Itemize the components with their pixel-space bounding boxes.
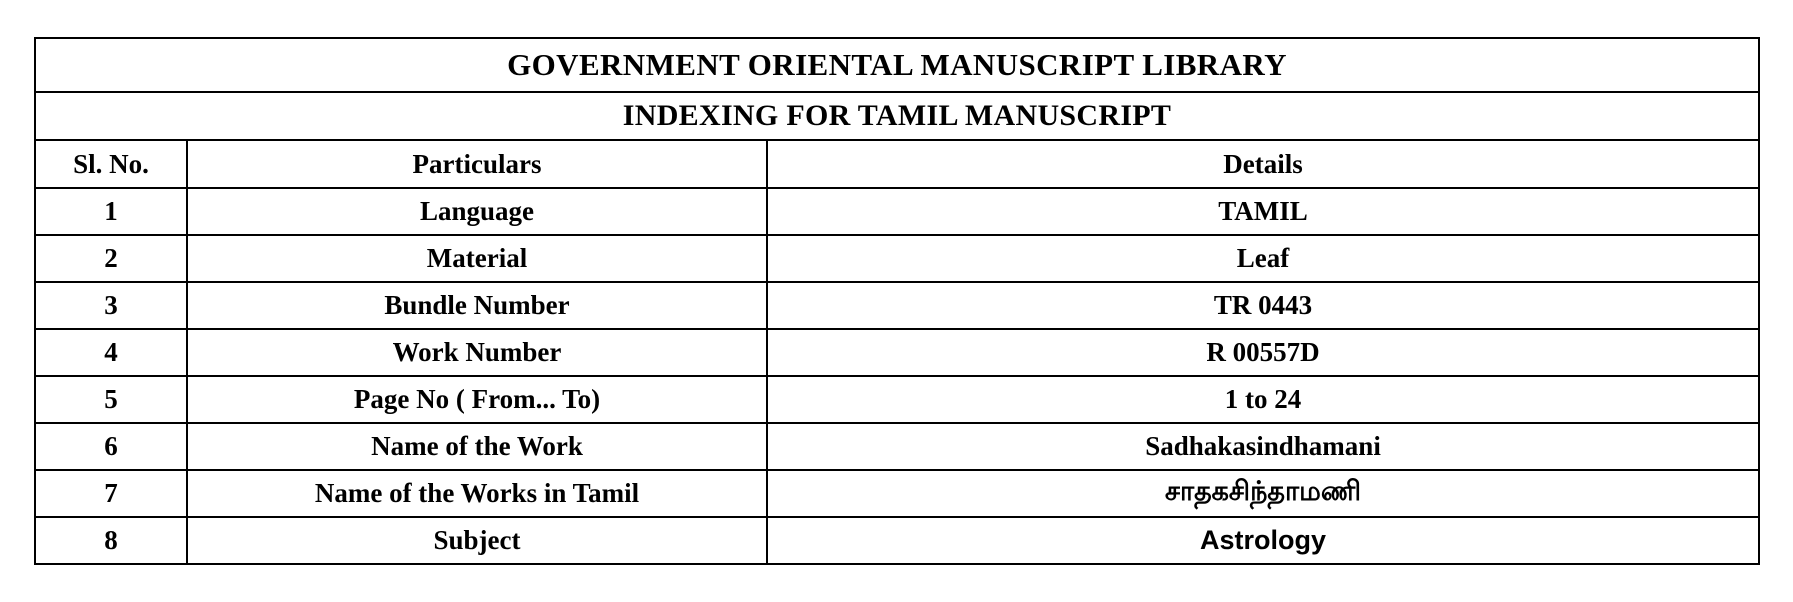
- column-header-particulars: Particulars: [187, 140, 767, 188]
- row-sl-no: 6: [35, 423, 187, 470]
- row-sl-no: 3: [35, 282, 187, 329]
- table-row: [35, 376, 1759, 423]
- table-header-row: [35, 140, 1759, 188]
- document-title: GOVERNMENT ORIENTAL MANUSCRIPT LIBRARY: [35, 38, 1759, 92]
- row-sl-no: 2: [35, 235, 187, 282]
- table-row: [35, 329, 1759, 376]
- row-details-tamil: சாதகசிந்தாமணி: [767, 470, 1759, 517]
- row-particulars: Subject: [187, 517, 767, 564]
- table-row: [35, 423, 1759, 470]
- table-row: [35, 470, 1759, 517]
- table-title-row: [35, 38, 1759, 92]
- row-particulars: Name of the Work: [187, 423, 767, 470]
- row-particulars: Page No ( From... To): [187, 376, 767, 423]
- manuscript-index-table: [34, 37, 1760, 565]
- table-subtitle-row: [35, 92, 1759, 140]
- row-details-subject: Astrology: [767, 517, 1759, 564]
- column-header-details: Details: [767, 140, 1759, 188]
- row-particulars: Work Number: [187, 329, 767, 376]
- row-sl-no: 8: [35, 517, 187, 564]
- row-particulars: Bundle Number: [187, 282, 767, 329]
- row-details: TAMIL: [767, 188, 1759, 235]
- table-row: [35, 517, 1759, 564]
- table-row: [35, 188, 1759, 235]
- row-details: TR 0443: [767, 282, 1759, 329]
- row-particulars: Name of the Works in Tamil: [187, 470, 767, 517]
- row-details: Sadhakasindhamani: [767, 423, 1759, 470]
- row-particulars: Material: [187, 235, 767, 282]
- document-subtitle: INDEXING FOR TAMIL MANUSCRIPT: [35, 92, 1759, 140]
- row-sl-no: 4: [35, 329, 187, 376]
- row-details: 1 to 24: [767, 376, 1759, 423]
- column-header-sl-no: Sl. No.: [35, 140, 187, 188]
- row-particulars: Language: [187, 188, 767, 235]
- row-sl-no: 7: [35, 470, 187, 517]
- row-details: R 00557D: [767, 329, 1759, 376]
- table-row: [35, 282, 1759, 329]
- row-sl-no: 5: [35, 376, 187, 423]
- row-sl-no: 1: [35, 188, 187, 235]
- table-row: [35, 235, 1759, 282]
- row-details: Leaf: [767, 235, 1759, 282]
